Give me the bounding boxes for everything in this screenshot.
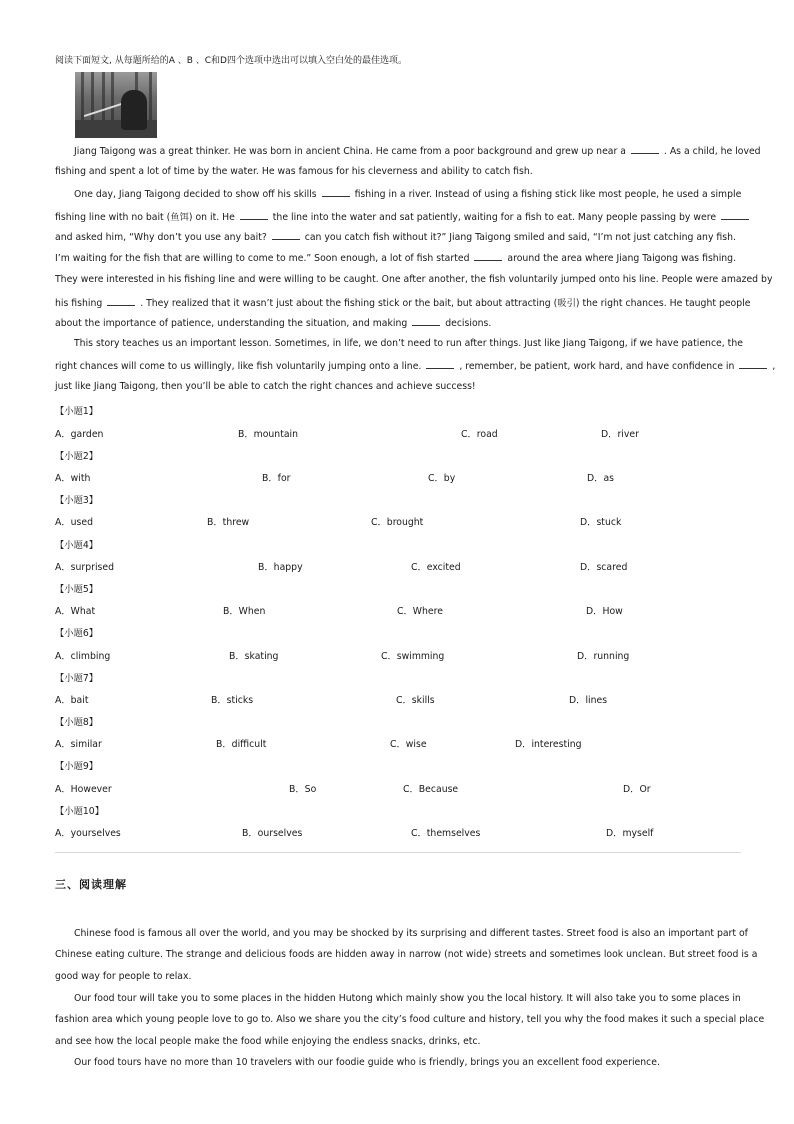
option-c[interactable]: C．brought bbox=[371, 517, 424, 528]
option-d[interactable]: D．interesting bbox=[515, 739, 582, 750]
option-d[interactable]: D．lines bbox=[569, 695, 608, 706]
option-a[interactable]: A．However bbox=[55, 784, 112, 795]
option-d[interactable]: D．as bbox=[587, 473, 614, 484]
passage-line: just like Jiang Taigong, then you’ll be able to catch the right chances and achieve success! bbox=[55, 381, 476, 392]
option-c[interactable]: C．wise bbox=[390, 739, 427, 750]
option-d[interactable]: D．myself bbox=[606, 828, 654, 839]
passage-line: his fishing . They realized that it wasn’t just about the fishing stick or the bait, but about attracting (吸引) the right chances. He taught people bbox=[55, 298, 751, 309]
option-b[interactable]: B．skating bbox=[229, 651, 279, 662]
option-d[interactable]: D．running bbox=[577, 651, 630, 662]
option-d[interactable]: D．river bbox=[601, 429, 639, 440]
passage-line: fishing and spent a lot of time by the water. He was famous for his cleverness and ability to catch fish. bbox=[55, 166, 533, 177]
option-d[interactable]: D．stuck bbox=[580, 517, 622, 528]
question-label: 【小题9】 bbox=[55, 761, 99, 772]
option-c[interactable]: C．road bbox=[461, 429, 498, 440]
blank-4[interactable] bbox=[721, 211, 749, 220]
question-label: 【小题3】 bbox=[55, 495, 99, 506]
option-b[interactable]: B．sticks bbox=[211, 695, 254, 706]
jiang-taigong-fishing-illustration bbox=[75, 72, 157, 138]
passage-line: This story teaches us an important lesson. Sometimes, in life, we don’t need to run after things. Just like Jiang Taigong, if we have patience, the bbox=[74, 338, 743, 349]
reading-line: Chinese food is famous all over the world, and you may be shocked by its surprising and different tastes. Street food is also an important part of bbox=[74, 928, 748, 939]
passage-line: about the importance of patience, understanding the situation, and making decisions. bbox=[55, 318, 492, 329]
option-a[interactable]: A．garden bbox=[55, 429, 104, 440]
reading-line: Chinese eating culture. The strange and delicious foods are hidden away in narrow (not wide) streets and sometimes look unclean. But street food is a bbox=[55, 949, 758, 960]
option-c[interactable]: C．excited bbox=[411, 562, 461, 573]
reading-line: fashion area which young people love to go to. Also we share you the city’s food culture and history, tell you why the food makes it such a special place bbox=[55, 1014, 765, 1025]
question-label: 【小题10】 bbox=[55, 806, 105, 817]
option-b[interactable]: B．So bbox=[289, 784, 317, 795]
passage-line: Jiang Taigong was a great thinker. He was born in ancient China. He came from a poor background and grew up near a . As a child, he loved bbox=[74, 146, 761, 157]
reading-line: Our food tours have no more than 10 travelers with our foodie guide who is friendly, brings you an excellent food experience. bbox=[74, 1057, 660, 1068]
option-c[interactable]: C．themselves bbox=[411, 828, 481, 839]
question-label: 【小题5】 bbox=[55, 584, 99, 595]
option-b[interactable]: B．happy bbox=[258, 562, 303, 573]
option-b[interactable]: B．for bbox=[262, 473, 291, 484]
option-a[interactable]: A．surprised bbox=[55, 562, 114, 573]
passage-line: I’m waiting for the fish that are willing to come to me.” Soon enough, a lot of fish started around the area where Jiang Taigong was fishing. bbox=[55, 253, 737, 264]
blank-8[interactable] bbox=[412, 317, 440, 326]
option-a[interactable]: A．What bbox=[55, 606, 96, 617]
question-label: 【小题6】 bbox=[55, 628, 99, 639]
option-c[interactable]: C．skills bbox=[396, 695, 435, 706]
option-b[interactable]: B．ourselves bbox=[242, 828, 303, 839]
option-b[interactable]: B．difficult bbox=[216, 739, 267, 750]
option-b[interactable]: B．mountain bbox=[238, 429, 299, 440]
section-divider bbox=[55, 852, 741, 853]
blank-7[interactable] bbox=[107, 297, 135, 306]
option-b[interactable]: B．When bbox=[223, 606, 266, 617]
option-a[interactable]: A．bait bbox=[55, 695, 89, 706]
passage-line: right chances will come to us willingly, like fish voluntarily jumping onto a line. , remember, be patient, work hard, and have confidence in , bbox=[55, 361, 776, 372]
reading-line: Our food tour will take you to some places in the hidden Hutong which mainly show you the local history. It will also take you to some places in bbox=[74, 993, 741, 1004]
option-d[interactable]: D．scared bbox=[580, 562, 628, 573]
option-c[interactable]: C．Where bbox=[397, 606, 443, 617]
blank-10[interactable] bbox=[739, 360, 767, 369]
option-a[interactable]: A．used bbox=[55, 517, 94, 528]
blank-6[interactable] bbox=[474, 252, 502, 261]
option-d[interactable]: D．How bbox=[586, 606, 623, 617]
reading-line: good way for people to relax. bbox=[55, 971, 192, 982]
instruction-text: 阅读下面短文, 从每题所给的A 、B 、C和D四个选项中选出可以填入空白处的最佳选项。 bbox=[55, 56, 407, 66]
blank-3[interactable] bbox=[240, 211, 268, 220]
option-a[interactable]: A．with bbox=[55, 473, 91, 484]
section-title: 三、阅读理解 bbox=[55, 878, 127, 891]
option-a[interactable]: A．similar bbox=[55, 739, 102, 750]
blank-1[interactable] bbox=[631, 145, 659, 154]
option-d[interactable]: D．Or bbox=[623, 784, 651, 795]
passage-line: fishing line with no bait (鱼饵) on it. He the line into the water and sat patiently, waiting for a fish to eat. Many people passing by were bbox=[55, 209, 723, 223]
blank-9[interactable] bbox=[426, 360, 454, 369]
question-label: 【小题4】 bbox=[55, 540, 99, 551]
blank-5[interactable] bbox=[272, 231, 300, 240]
question-label: 【小题8】 bbox=[55, 717, 99, 728]
option-a[interactable]: A．yourselves bbox=[55, 828, 121, 839]
option-c[interactable]: C．Because bbox=[403, 784, 459, 795]
option-c[interactable]: C．swimming bbox=[381, 651, 445, 662]
passage-line: They were interested in his fishing line and were willing to be caught. One after another, the fish voluntarily jumped onto his line. People were amazed by bbox=[55, 274, 773, 285]
blank-2[interactable] bbox=[322, 188, 350, 197]
option-c[interactable]: C．by bbox=[428, 473, 456, 484]
question-label: 【小题7】 bbox=[55, 673, 99, 684]
passage-line: One day, Jiang Taigong decided to show off his skills fishing in a river. Instead of using a fishing stick like most people, he used a simple bbox=[74, 189, 742, 200]
question-label: 【小题1】 bbox=[55, 406, 99, 417]
option-b[interactable]: B．threw bbox=[207, 517, 250, 528]
passage-line: and asked him, “Why don’t you use any bait? can you catch fish without it?” Jiang Taigong smiled and said, “I’m not just catching any fish. bbox=[55, 232, 736, 243]
reading-line: and see how the local people make the food while enjoying the endless snacks, drinks, etc. bbox=[55, 1036, 481, 1047]
option-a[interactable]: A．climbing bbox=[55, 651, 111, 662]
question-label: 【小题2】 bbox=[55, 451, 99, 462]
